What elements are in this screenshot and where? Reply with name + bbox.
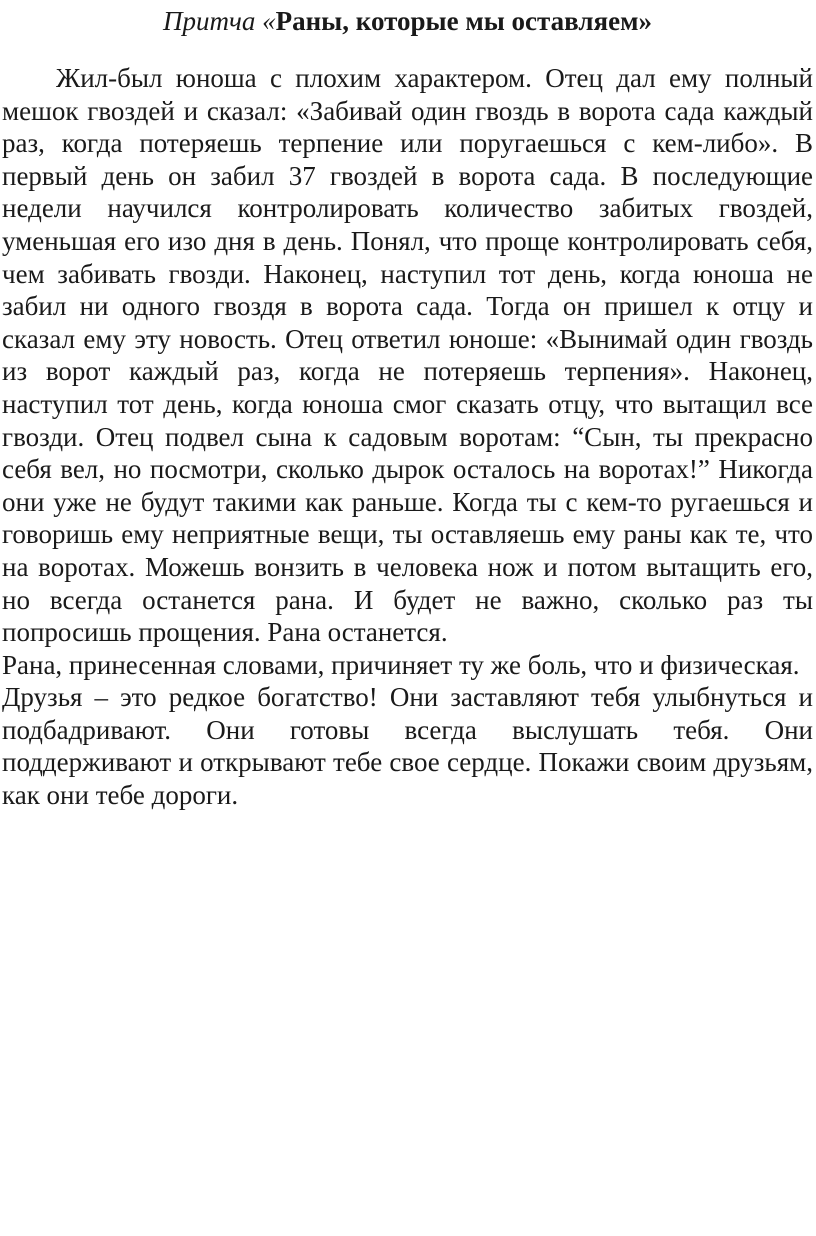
moral-paragraph: Рана, принесенная словами, причиняет ту же боль, что и физическая. [2, 649, 800, 680]
title-name: Раны, которые мы оставляем» [275, 6, 652, 36]
story-paragraph: Жил-был юноша с плохим характером. Отец дал ему полный мешок гвоздей и сказал: «Забивай один гвоздь в ворота сада каждый раз, когда потеряешь терпение или поругаешься с кем-либо». В первый день он забил 37 гвоздей в ворота сада. В последующие недели научился контролировать количество забитых гвоздей, уменьшая его изо дня в день. Понял, что проще контролировать себя, чем забивать гвозди. Наконец, наступил тот день, когда юноша не забил ни одного гвоздя в ворота сада. Тогда он пришел к отцу и сказал ему эту новость. Отец ответил юноше: «Вынимай один гвоздь из ворот каждый раз, когда не потеряешь терпения». Наконец, наступил тот день, когда юноша смог сказать отцу, что вытащил все гвозди. Отец подвел сына к садовым воротам: “Сын, ты прекрасно себя вел, но посмотри, сколько дырок осталось на воротах!” Никогда они уже не будут такими как раньше. Когда ты с кем-то ругаешься и говоришь ему неприятные вещи, ты оставляешь ему раны как те, что на воротах. Можешь вонзить в человека нож и потом вытащить его, но всегда останется рана. И будет не важно, сколько раз ты попросишь прощения. Рана останется. [2, 63, 813, 648]
friends-paragraph: Друзья – это редкое богатство! Они заставляют тебя улыбнуться и подбадривают. Они готовы всегда выслушать тебя. Они поддерживают и открывают тебе свое сердце. Покажи своим друзьям, как они тебе дороги. [2, 682, 813, 811]
document-title [2, 4, 813, 38]
document-page [2, 0, 813, 812]
title-genre: Притча « [162, 6, 276, 36]
